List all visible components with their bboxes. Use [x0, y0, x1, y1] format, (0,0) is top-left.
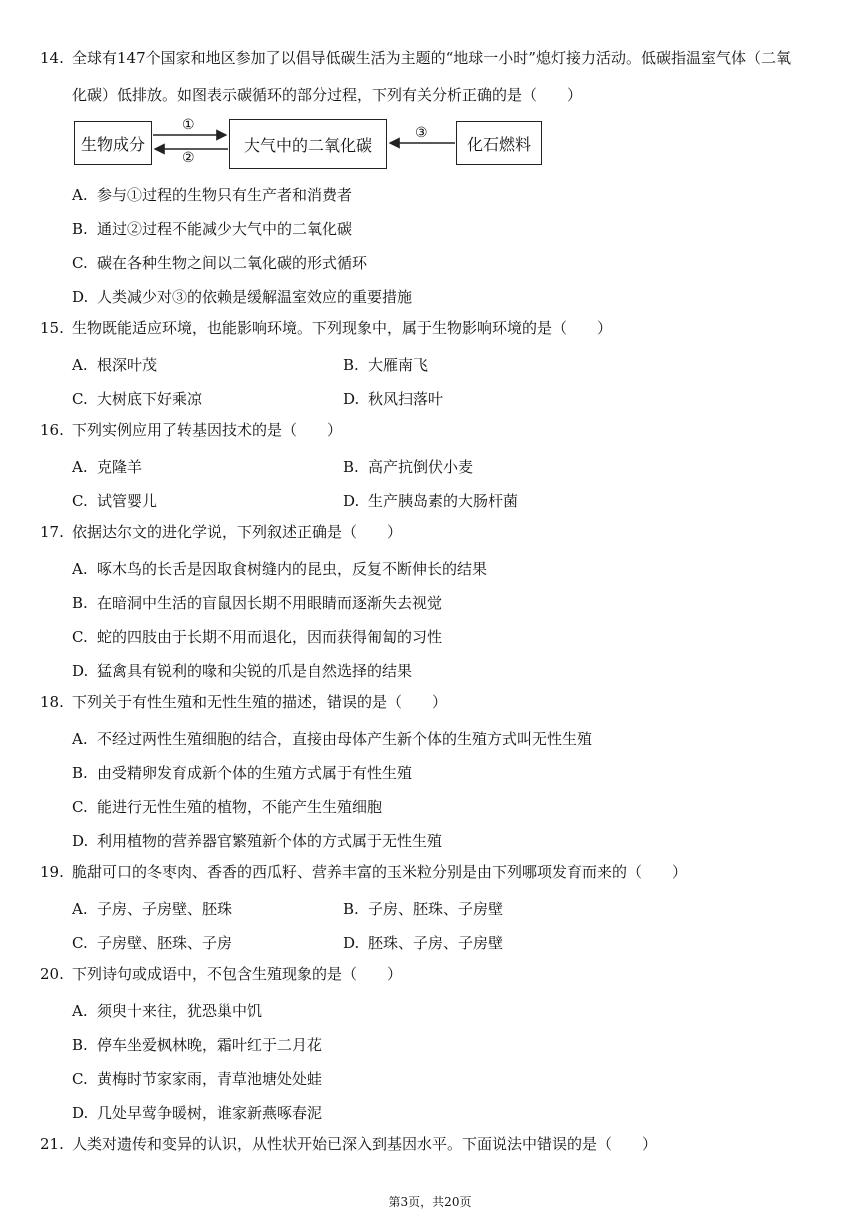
option-16-a: A. 克隆羊: [72, 458, 143, 476]
option-17-c: C. 蛇的四肢由于长期不用而退化，因而获得匍匐的习性: [72, 628, 443, 646]
box-fossil-fuel: 化石燃料: [456, 121, 542, 165]
option-16-d: D. 生产胰岛素的大肠杆菌: [343, 492, 519, 510]
page-footer: 第3页，共20页: [388, 1195, 472, 1209]
question-15: 15. 生物既能适应环境，也能影响环境。下列现象中，属于生物影响环境的是（ ）: [40, 319, 613, 337]
option-19-d: D. 胚珠、子房、子房壁: [343, 934, 504, 952]
question-18: 18. 下列关于有性生殖和无性生殖的描述，错误的是（ ）: [40, 693, 448, 711]
option-17-a: A. 啄木鸟的长舌是因取食树缝内的昆虫，反复不断伸长的结果: [72, 560, 488, 578]
option-18-b: B. 由受精卵发育成新个体的生殖方式属于有性生殖: [72, 764, 413, 782]
option-19-a: A. 子房、子房壁、胚珠: [72, 900, 233, 918]
box-biological-components: 生物成分: [74, 121, 152, 165]
question-number: 14.: [40, 49, 64, 67]
label-2: ②: [182, 150, 195, 166]
question-16: 16. 下列实例应用了转基因技术的是（ ）: [40, 421, 343, 439]
option-15-a: A. 根深叶茂: [72, 356, 158, 374]
option-14-a: A. 参与①过程的生物只有生产者和消费者: [72, 186, 353, 204]
option-18-d: D. 利用植物的营养器官繁殖新个体的方式属于无性生殖: [72, 832, 443, 850]
label-1: ①: [182, 117, 195, 133]
option-15-c: C. 大树底下好乘凉: [72, 390, 203, 408]
question-21: 21. 人类对遗传和变异的认识，从性状开始已深入到基因水平。下面说法中错误的是（ ）: [40, 1135, 658, 1153]
question-20: 20. 下列诗句或成语中，不包含生殖现象的是（ ）: [40, 965, 403, 983]
option-20-d: D. 几处早莺争暖树，谁家新燕啄春泥: [72, 1104, 323, 1122]
option-16-c: C. 试管婴儿: [72, 492, 158, 510]
option-17-b: B. 在暗洞中生活的盲鼠因长期不用眼睛而逐渐失去视觉: [72, 594, 443, 612]
option-20-b: B. 停车坐爱枫林晚，霜叶红于二月花: [72, 1036, 323, 1054]
option-14-c: C. 碳在各种生物之间以二氧化碳的形式循环: [72, 254, 368, 272]
option-15-d: D. 秋风扫落叶: [343, 390, 444, 408]
option-19-b: B. 子房、胚珠、子房壁: [343, 900, 504, 918]
option-18-a: A. 不经过两性生殖细胞的结合，直接由母体产生新个体的生殖方式叫无性生殖: [72, 730, 593, 748]
question-text-continued: 化碳）低排放。如图表示碳循环的部分过程，下列有关分析正确的是（ ）: [72, 86, 583, 104]
label-3: ③: [415, 125, 428, 141]
option-14-d: D. 人类减少对③的依赖是缓解温室效应的重要措施: [72, 288, 413, 306]
option-15-b: B. 大雁南飞: [343, 356, 429, 374]
question-19: 19. 脆甜可口的冬枣肉、香香的西瓜籽、营养丰富的玉米粒分别是由下列哪项发育而来的（ ）: [40, 863, 688, 881]
question-text: 全球有147个国家和地区参加了以倡导低碳生活为主题的“地球一小时”熄灯接力活动。低碳指温室气体（二氧: [72, 49, 791, 67]
option-16-b: B. 高产抗倒伏小麦: [343, 458, 474, 476]
box-atmospheric-co2: 大气中的二氧化碳: [229, 119, 387, 169]
question-17: 17. 依据达尔文的进化学说，下列叙述正确是（ ）: [40, 523, 403, 541]
option-20-c: C. 黄梅时节家家雨，青草池塘处处蛙: [72, 1070, 323, 1088]
option-18-c: C. 能进行无性生殖的植物，不能产生生殖细胞: [72, 798, 383, 816]
diagram-arrows: [0, 0, 860, 200]
option-20-a: A. 须臾十来往，犹恐巢中饥: [72, 1002, 263, 1020]
option-17-d: D. 猛禽具有锐利的喙和尖锐的爪是自然选择的结果: [72, 662, 413, 680]
option-19-c: C. 子房壁、胚珠、子房: [72, 934, 233, 952]
option-14-b: B. 通过②过程不能减少大气中的二氧化碳: [72, 220, 353, 238]
